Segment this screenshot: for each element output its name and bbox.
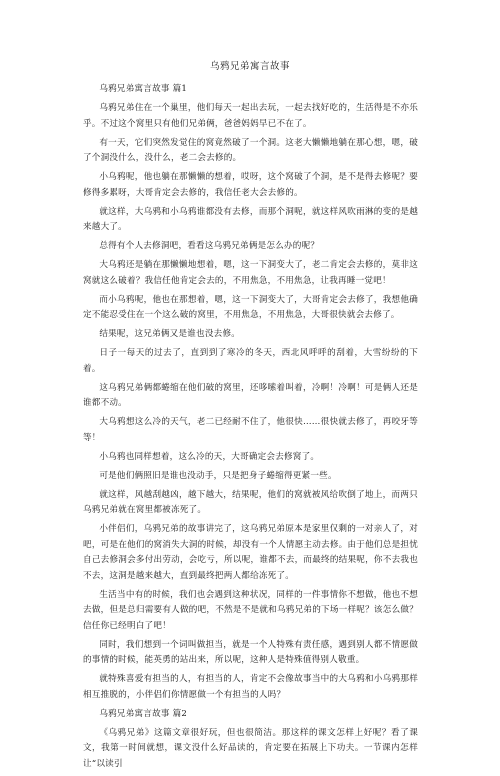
paragraph: 这乌鸦兄弟俩都蜷缩在他们破的窝里，还哆嗦着叫着，冷啊！冷啊！可是俩人还是谁都不动。 — [83, 382, 418, 408]
section-heading: 乌鸦兄弟寓言故事 篇1 — [99, 84, 188, 94]
paragraph: 就特殊喜爱有担当的人，有担当的人，肯定不会像故事当中的大乌鸦和小乌鸦那样相互推脱的，小伴侣们你情愿做一个有担当的人吗？ — [83, 674, 418, 700]
paragraph: 日子一每天的过去了，直到到了寒冷的冬天，西北风呼呼的刮着，大雪纷纷的下着。 — [83, 348, 418, 374]
paragraph: 小乌鸦呢，他也躺在那懒懒的想着，哎呀，这个窝破了个洞，是不是得去修呢？要修得多累呀，大哥肯定会去修的，我信任老大会去修的。 — [83, 172, 418, 198]
paragraph: 可是他们俩照旧是谁也没动手，只是把身子蜷缩得更紧一些。 — [99, 470, 337, 481]
paragraph: 生活当中有的时候，我们也会遇到这种状况，同样的一件事情你不想做，他也不想去做，但是总归需要有人做的吧，不然是不是就和乌鸦兄弟的下场一样呢？该怎么做？信任你已经明白了吧！ — [83, 589, 418, 631]
document-title: 乌鸦兄弟寓言故事 — [209, 61, 290, 72]
paragraph: 《乌鸦兄弟》这篇文章很好玩，但也很简洁。那这样的课文怎样上好呢？看了课文，我第一时间就想，课文没什么好品读的，肯定要在拓展上下功夫。一节课内怎样让“以读引 — [83, 727, 418, 769]
paragraph: 同时，我们想到一个词叫做担当，就是一个人特殊有责任感，遇到别人都不情愿做的事情的时候，能英勇的站出来，所以呢，这种人是特殊值得别人敬重。 — [83, 639, 418, 665]
paragraph: 大乌鸦还是躺在那懒懒地想着，嗯，这一下洞变大了，老二肯定会去修的，莫非这窝就这么破着？我信任他肯定会去的，不用焦急，不用焦急，让我再睡一觉吧！ — [83, 260, 418, 286]
paragraph: 就这样，风越刮越凶，越下越大，结果呢，他们的窝就被风给吹倒了地上，而两只乌鸦兄弟就在窝里都被冻死了。 — [83, 489, 418, 515]
paragraph: 小乌鸦也同样想着，这么冷的天，大哥确定会去修窝了。 — [99, 451, 320, 462]
paragraph: 乌鸦兄弟住在一个巢里，他们每天一起出去玩，一起去找好吃的，生活得是不亦乐乎。不过这个窝里只有他们兄弟俩，爸爸妈妈早已不在了。 — [83, 103, 418, 129]
paragraph: 而小乌鸦呢，他也在那想着，嗯，这一下洞变大了，大哥肯定会去修了，我想他确定不能忍受住在一个这么破的窝里，不用焦急，不用焦急，大哥很快就会去修了。 — [83, 294, 418, 320]
paragraph: 小伴侣们，乌鸦兄弟的故事讲完了，这乌鸦兄弟原本是家里仅剩的一对亲人了，对吧，可是在他们的窝消失大洞的时候，却没有一个人情愿主动去修。由于他们总是担忧自己去修洞会多付出劳动，会吃亏，所以呢，谁都不去，而最终的结果呢，你不去我也不去，这洞是越来越大，直到最终把两人都给冻死了。 — [83, 524, 418, 581]
section-heading: 乌鸦兄弟寓言故事 篇2 — [99, 708, 188, 719]
paragraph: 大乌鸦想这么冷的天气，老二已经耐不住了，他很快……很快就去修了，再咬牙等等！ — [83, 417, 418, 443]
document-body — [83, 82, 418, 776]
paragraph: 有一天，它们突然发觉住的窝竟然破了一个洞。这老大懒懒地躺在那心想，嗯，破了个洞没什么，没什么，老二会去修的。 — [83, 137, 418, 163]
paragraph: 结果呢，这兄弟俩又是谁也没去修。 — [99, 329, 241, 339]
paragraph: 就这样，大乌鸦和小乌鸦谁都没有去修，而那个洞呢，就这样风吹雨淋的变的是越来越大了。 — [83, 206, 418, 232]
paragraph: 总得有个人去修洞吧，看看这乌鸦兄弟俩是怎么办的呢？ — [99, 241, 320, 251]
